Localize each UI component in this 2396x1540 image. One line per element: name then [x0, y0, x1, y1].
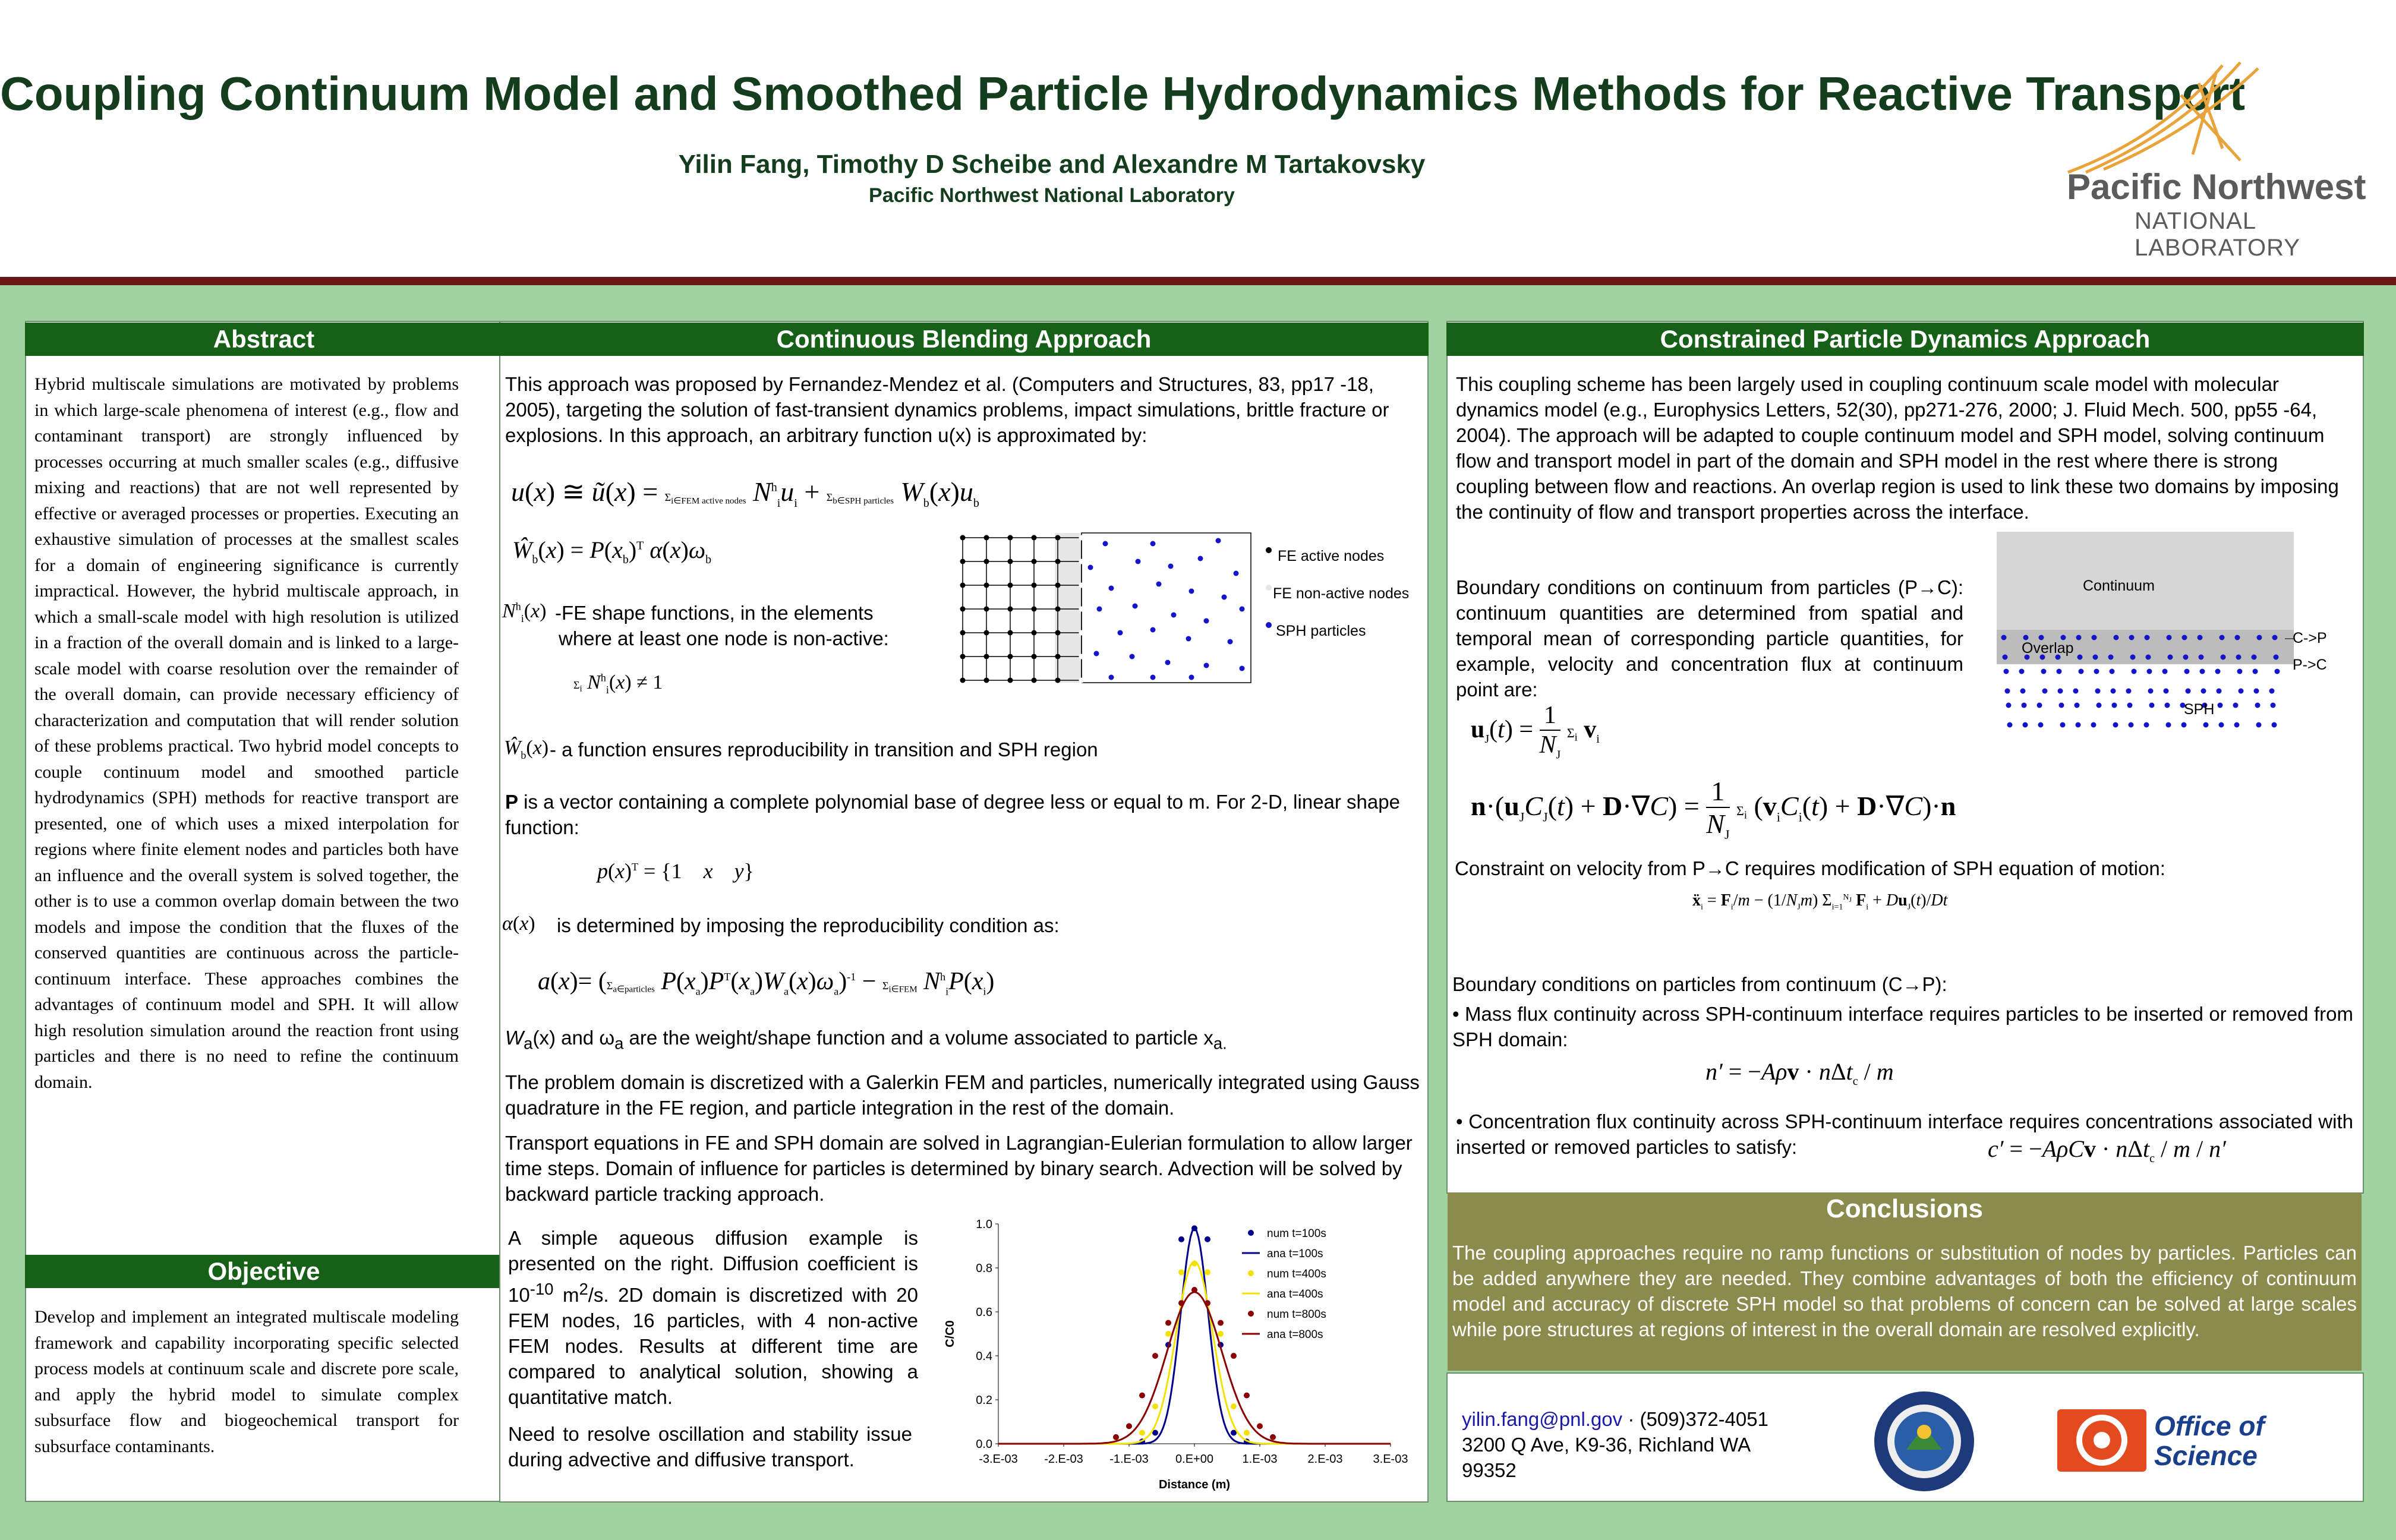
- objective-text: Develop and implement an integrated multiscale modeling framework and capability incorporating specific selected process models at continuum scale and discrete pore scale, and apply the hybrid model to simulate complex subsurface flow and biogeochemical transport for subsurface contaminants.: [34, 1307, 459, 1456]
- fe-node: [960, 583, 965, 588]
- concentration-flux-text: • Concentration flux continuity across SPH-continuum interface requires concentrations associated with inserted or removed particles to satisfy:: [1456, 1110, 2353, 1158]
- fe-node: [1032, 630, 1036, 635]
- data-point: [1218, 1320, 1224, 1326]
- sph-particle: [2060, 722, 2066, 728]
- sph-particle: [2057, 669, 2062, 674]
- diagram-cp-label: C->P: [2293, 630, 2327, 646]
- y-tick-label: 0.6: [976, 1306, 992, 1319]
- sph-particle: [2129, 722, 2134, 728]
- partition-sum: $\Sigma_i$ $N^h_i(x) \ne 1$: [573, 671, 663, 696]
- fe-node: [984, 630, 989, 635]
- sph-particle: [2038, 722, 2044, 728]
- poster-authors: Yilin Fang, Timothy D Scheibe and Alexandre M Tartakovsky: [678, 150, 1426, 179]
- sph-particle: [2073, 689, 2079, 694]
- sph-particle: [2182, 635, 2187, 640]
- sph-particle: [2075, 703, 2080, 708]
- sph-particle: [1118, 630, 1123, 636]
- sph-particle: [1097, 607, 1102, 612]
- sph-particle: [2274, 655, 2279, 660]
- sph-particle: [1150, 675, 1156, 680]
- fe-node: [1032, 559, 1036, 564]
- fe-node: [984, 583, 989, 588]
- sph-particle: [2186, 689, 2191, 694]
- sph-particle: [2127, 703, 2133, 708]
- fe-node: [1008, 678, 1013, 683]
- data-point: [1231, 1403, 1237, 1409]
- fe-node: [984, 535, 989, 540]
- sph-particle: [2164, 689, 2169, 694]
- legend-sph: SPH particles: [1276, 623, 1366, 639]
- data-point: [1231, 1353, 1237, 1359]
- sph-particle: [2148, 689, 2154, 694]
- sph-particle: [2198, 635, 2203, 640]
- data-point: [1152, 1353, 1158, 1359]
- sph-particle: [2275, 669, 2280, 674]
- sph-particle: [2023, 722, 2028, 728]
- sph-particle: [1094, 651, 1099, 657]
- fe-node: [1079, 607, 1084, 611]
- data-point: [1139, 1393, 1145, 1399]
- data-point: [1165, 1320, 1171, 1326]
- y-tick-label: 1.0: [976, 1218, 992, 1231]
- sph-particle: [1204, 663, 1209, 668]
- sph-particle: [2019, 669, 2025, 674]
- fem-text: The problem domain is discretized with a Galerkin FEM and particles, numerically integrated using Gauss quadrature in the FE region, and particle integration in the rest of the domain.: [505, 1071, 1420, 1119]
- sph-particle: [2094, 669, 2099, 674]
- doe-seal-icon: [1873, 1390, 1975, 1492]
- sph-particle: [2239, 689, 2244, 694]
- fe-node: [984, 678, 989, 683]
- sph-particle: [1150, 627, 1156, 633]
- flux-equation: $n\cdot(u_JC_J(t) + D\cdot\nabla C)$ = $\frac{1}{N_J}$ $\Sigma_i$ $(v_iC_i(t) + D\cdot\nabla C)\cdot n$: [1471, 776, 1956, 842]
- fe-node: [1032, 654, 1036, 659]
- series-line: [998, 1292, 1391, 1444]
- sph-particle: [2199, 655, 2204, 660]
- mass-flux-equation: n′ = −Aρv · nΔt$_c$ / m: [1705, 1058, 1894, 1088]
- fe-node: [984, 559, 989, 564]
- sph-particle: [2237, 669, 2243, 674]
- sph-particle: [1240, 607, 1245, 612]
- sph-particle: [2256, 722, 2262, 728]
- data-point: [1113, 1434, 1119, 1440]
- sph-particle: [2004, 669, 2009, 674]
- fe-node: [1008, 559, 1013, 564]
- legend-dot-fe-active: [1266, 547, 1272, 553]
- sph-particle: [1204, 618, 1209, 624]
- sph-particle: [2077, 655, 2083, 660]
- contact-phone: · (509)372-4051: [1622, 1408, 1768, 1430]
- w-symbol: $Ŵ_b(x)$: [504, 737, 549, 761]
- transport-text: Transport equations in FE and SPH domain are solved in Lagrangian-Eulerian formulation to allow larger time steps. Domain of influence for particles is determined by binary search. Advection will be solved by backward particle tracking approach.: [505, 1132, 1413, 1205]
- y-tick-label: 0.8: [976, 1262, 992, 1275]
- fe-node: [1079, 654, 1084, 659]
- fe-node: [1055, 583, 1060, 588]
- sph-particle: [2126, 689, 2132, 694]
- alpha-symbol: α(x): [502, 913, 535, 935]
- sph-particle: [2058, 689, 2063, 694]
- sph-particle: [2165, 703, 2170, 708]
- diagram-continuum-label: Continuum: [2083, 578, 2155, 594]
- bc-continuum-text: Boundary conditions on continuum from particles (P→C): continuum quantities are determined from spatial and temporal mean of corresponding particle quantities, for example, velocity and concentration flux at continuum point are:: [1456, 576, 1963, 700]
- y-tick-label: 0.2: [976, 1394, 992, 1407]
- sph-particle: [1222, 595, 1227, 600]
- sph-particle: [2003, 655, 2008, 660]
- x-tick-label: 2.E-03: [1307, 1453, 1343, 1466]
- sph-particle: [2257, 635, 2262, 640]
- abstract-heading: Abstract: [25, 323, 503, 356]
- poster-title: Coupling Continuum Model and Smoothed Particle Hydrodynamics Methods for Reactive Transport: [0, 67, 2246, 120]
- legend-label: num t=400s: [1267, 1268, 1326, 1280]
- data-point: [1205, 1236, 1210, 1242]
- sph-particle: [2096, 703, 2102, 708]
- sph-region: [1082, 533, 1251, 683]
- sph-particle: [2020, 689, 2026, 694]
- linear-basis-equation: $p(x)^T = \{1$ x y}: [597, 859, 754, 883]
- sph-particle: [2221, 655, 2226, 660]
- example-text: A simple aqueous diffusion example is presented on the right. Diffusion coefficient is $10^{-10}$ $m^2/s$. 2D domain is discretized with 20 FEM nodes, 16 particles, with 4 non-active FEM nodes. Results at different time are compared to analytical solution, showing a quantitative match.: [508, 1227, 918, 1408]
- sph-particle: [1189, 589, 1194, 594]
- sph-particle: [2022, 703, 2027, 708]
- sph-particle: [2144, 722, 2149, 728]
- fe-node: [984, 607, 989, 611]
- fe-node: [1032, 607, 1036, 611]
- sph-particle: [1088, 565, 1093, 570]
- fe-node: [1008, 630, 1013, 635]
- y-tick-label: 0.0: [976, 1438, 992, 1451]
- diagram-pc-label: P->C: [2293, 657, 2327, 673]
- contact-line: [1462, 1406, 1878, 1432]
- sph-particle: [2181, 722, 2187, 728]
- data-point: [1178, 1236, 1184, 1242]
- data-point: [1244, 1430, 1250, 1436]
- constrained-intro: This coupling scheme has been largely used in coupling continuum scale model with molecular dynamics model (e.g., Europhysics Letters, 52(30), pp271-276, 2000; J. Fluid Mech. 500, pp55 -64, 2004). The approach will be adapted to couple continuum model and SPH model, solving continuum flow and transport model in part of the domain and SPH model in the rest where there is strong coupling between flow and reactions. An overlap region is used to link these two domains by imposing the continuity of flow and transport properties across the interface.: [1456, 373, 2339, 523]
- sph-particle: [2113, 722, 2118, 728]
- diffusion-chart: [927, 1212, 1420, 1503]
- legend-label: ana t=400s: [1267, 1288, 1323, 1301]
- shape-symbol: $N^h_i(x)$: [502, 600, 547, 624]
- legend-label: ana t=100s: [1267, 1248, 1323, 1260]
- fe-node: [1008, 535, 1013, 540]
- sph-particle: [2271, 703, 2276, 708]
- concentration-equation: c′ = −AρCv · nΔt$_c$ / m / n′: [1988, 1135, 2226, 1165]
- data-point: [1244, 1393, 1250, 1399]
- sph-particle: [2042, 689, 2048, 694]
- sph-particle: [1109, 675, 1114, 680]
- fe-node: [1079, 535, 1084, 540]
- sph-particle: [2218, 703, 2223, 708]
- x-tick-label: -2.E-03: [1044, 1453, 1083, 1466]
- fe-node: [1055, 630, 1060, 635]
- sph-particle: [2145, 635, 2150, 640]
- sph-particle: [2114, 635, 2119, 640]
- x-tick-label: -3.E-03: [979, 1453, 1018, 1466]
- fe-node: [1055, 559, 1060, 564]
- sph-particle: [1198, 556, 1203, 561]
- sph-particle: [2132, 669, 2137, 674]
- sph-particle: [2217, 689, 2222, 694]
- sph-particle: [2236, 655, 2241, 660]
- sph-particle: [2095, 689, 2101, 694]
- sph-particle: [2006, 703, 2012, 708]
- fe-node: [1008, 583, 1013, 588]
- sph-particle: [2059, 703, 2064, 708]
- sph-particle: [2219, 722, 2224, 728]
- legend-fe-active: FE active nodes: [1278, 548, 1385, 564]
- p-vector-text: P is a vector containing a complete polynomial base of degree less or equal to m. For 2-D, linear shape function:: [505, 791, 1400, 838]
- data-point: [1218, 1331, 1224, 1337]
- header-divider: [0, 277, 2396, 285]
- legend-label: num t=800s: [1267, 1308, 1326, 1321]
- sph-particle: [2183, 655, 2189, 660]
- x-tick-label: 1.E-03: [1242, 1453, 1278, 1466]
- sph-particle: [2007, 722, 2013, 728]
- data-point: [1178, 1269, 1184, 1275]
- sph-particle: [2146, 655, 2151, 660]
- sph-particle: [2108, 655, 2114, 660]
- shape-text-2: where at least one node is non-active:: [559, 627, 889, 649]
- sph-particle: [2184, 669, 2190, 674]
- sph-particle: [2162, 669, 2168, 674]
- sph-particle: [1130, 654, 1135, 659]
- fe-node: [1008, 654, 1013, 659]
- legend-label: ana t=800s: [1267, 1328, 1323, 1341]
- x-tick-label: -1.E-03: [1109, 1453, 1149, 1466]
- sph-particle: [2091, 722, 2096, 728]
- fe-node: [1079, 559, 1084, 564]
- sph-particle: [1189, 675, 1194, 680]
- sph-particle: [2272, 635, 2278, 640]
- sph-particle: [2215, 669, 2221, 674]
- x-axis-label: Distance (m): [1158, 1478, 1231, 1491]
- fe-node: [1055, 607, 1060, 611]
- shape-text-1: -FE shape functions, in the elements: [555, 602, 874, 624]
- sph-particle: [2201, 689, 2206, 694]
- sph-particle: [2147, 669, 2152, 674]
- sph-particle: [2093, 655, 2098, 660]
- abstract-text: Hybrid multiscale simulations are motivated by problems in which large-scale phenomena of interest (e.g., flow and contaminant transport) are strongly influenced by processes occurring at much smaller scales (e.g., diffusive mixing and reactions) that are not well represented by effective or averaged processes or properties. Executing an exhaustive simulation of processes at the smallest scales for a domain of engineering significance is currently impractical. However, the hybrid multiscale approach, in which a small-scale model with high resolution is utilized in a fraction of the overall domain and is linked to a large-scale model with coarse resolution over the remainder of the overall domain, can provide necessary efficiency of characterization and computation that will render solution of these problems practical. Two hybrid model concepts to couple continuum model and smoothed particle hydrodynamics (SPH) methods for reactive transport are presented, one of which uses a mixed interpolation for regions where finite element nodes and particles both have an influence and the overall system is solved together, the other is to use a common overlap domain between the two models and impose the condition that the fluxes of the conserved quantities are continuous across the particle-continuum interface. These approaches combines the advantages of continuum model and SPH. It will allow high resolution simulation around the reaction front using particles and there is no need to refine the continuum domain.: [34, 374, 459, 1092]
- sph-particle: [2200, 669, 2205, 674]
- conclusions-heading: Conclusions: [1826, 1194, 1984, 1223]
- office-of-science-line2: Science: [2154, 1440, 2258, 1471]
- x-tick-label: 0.E+00: [1175, 1453, 1213, 1466]
- approximation-equation: u(x) ≅ ũ(x) = $\Sigma_{i\in FEM active nodes}$ $N^h_iu_i + \Sigma_{b\in SPH particles}$ $W_b(x)u_b$: [511, 476, 979, 510]
- mass-flux-text: • Mass flux continuity across SPH-continuum interface requires particles to be inserted or removed from SPH domain:: [1452, 1003, 2353, 1050]
- constraint-text: Constraint on velocity from P→C requires modification of SPH equation of motion:: [1455, 857, 2165, 879]
- logo-text-line2: NATIONAL LABORATORY: [2135, 208, 2300, 261]
- sph-particle: [2166, 722, 2171, 728]
- data-point: [1152, 1403, 1158, 1409]
- sph-particle: [2234, 722, 2240, 728]
- sph-particle: [2037, 703, 2042, 708]
- data-point: [1139, 1430, 1145, 1436]
- constrained-heading: Constrained Particle Dynamics Approach: [1446, 323, 2364, 356]
- legend-marker: [1248, 1270, 1254, 1276]
- sph-particle: [2111, 689, 2116, 694]
- legend-dot-sph: [1266, 622, 1272, 628]
- sph-particle: [2041, 669, 2047, 674]
- sph-particle: [2112, 703, 2117, 708]
- sph-particle: [2220, 635, 2225, 640]
- sph-particle: [2255, 703, 2261, 708]
- contact-email-link[interactable]: yilin.fang@pnl.gov: [1462, 1408, 1623, 1430]
- sph-particle: [2203, 722, 2209, 728]
- velocity-mean-equation: $u_J(t)$ = $\frac{1}{N_J}$ $\Sigma_i$ $v_i$: [1471, 702, 1600, 762]
- fe-node: [960, 630, 965, 635]
- sph-particle: [2253, 669, 2258, 674]
- blending-heading: Continuous Blending Approach: [499, 323, 1429, 356]
- sph-particle: [2233, 703, 2239, 708]
- sph-particle: [2079, 669, 2084, 674]
- fe-node: [1079, 678, 1084, 683]
- legend-label: num t=100s: [1267, 1227, 1326, 1240]
- y-axis-label: C/C0: [944, 1320, 957, 1348]
- fe-node: [960, 654, 965, 659]
- fe-node: [1032, 678, 1036, 683]
- sph-particle: [2235, 635, 2240, 640]
- legend-dot-fe-nonactive: [1266, 585, 1272, 591]
- fe-node: [1032, 535, 1036, 540]
- legend-marker: [1248, 1230, 1254, 1236]
- blending-intro: This approach was proposed by Fernandez-Mendez et al. (Computers and Structures, 83, pp17 -18, 2005), targeting the solution of fast-transient dynamics problems, impact simulations, brittle fracture or explosions. In this approach, an arbitrary function u(x) is approximated by:: [505, 373, 1389, 446]
- sph-particle: [1109, 586, 1114, 591]
- sph-particle: [2149, 703, 2155, 708]
- sph-particle: [1150, 541, 1156, 547]
- sph-particle: [2252, 655, 2257, 660]
- x-tick-label: 3.E-03: [1373, 1453, 1408, 1466]
- sph-particle: [2110, 669, 2115, 674]
- data-point: [1205, 1269, 1210, 1275]
- sph-particle: [1133, 604, 1138, 609]
- fe-node: [1032, 583, 1036, 588]
- sph-particle: [2254, 689, 2259, 694]
- sph-particle: [2129, 635, 2135, 640]
- poster-header: [0, 0, 2396, 279]
- sph-particle: [2076, 722, 2081, 728]
- sph-particle: [2167, 635, 2172, 640]
- data-point: [1257, 1423, 1263, 1429]
- sph-particle: [1165, 660, 1171, 665]
- sph-particle: [2001, 635, 2007, 640]
- fe-node: [1079, 583, 1084, 588]
- sph-particle: [2076, 635, 2082, 640]
- fe-node: [1055, 654, 1060, 659]
- sph-particle: [2092, 635, 2097, 640]
- sph-particle: [1156, 582, 1162, 587]
- sph-particle: [2269, 689, 2275, 694]
- contact-address: 3200 Q Ave, K9-36, Richland WA 99352: [1462, 1434, 1750, 1481]
- alpha-text: is determined by imposing the reproducibility condition as:: [557, 914, 1060, 936]
- bc-particles-text: Boundary conditions on particles from continuum (C→P):: [1452, 973, 1947, 995]
- sph-particle: [2168, 655, 2173, 660]
- sph-particle: [1103, 541, 1108, 547]
- sph-particle: [1171, 613, 1177, 618]
- need-text: Need to resolve oscillation and stability issue during advective and diffusive transport.: [508, 1423, 912, 1470]
- fe-node: [960, 535, 965, 540]
- weight-equation: $Ŵ_b(x) = P(x_b)^T$ $\alpha(x)\omega_b$: [512, 537, 712, 566]
- motion-equation: ẍ$_i$ = $F_i/m - (1/N_Jm)$ $\Sigma_{i=1}^{N_J}$ $F_i + Du_J(t)/Dt$: [1692, 891, 1948, 912]
- fe-node: [1079, 630, 1084, 635]
- sph-particle: [1228, 639, 1233, 645]
- sph-particle: [2005, 689, 2010, 694]
- reproducibility-equation: $a(x)= (\Sigma_{a\in particles}$ $P(x_a)P^T(x_a)W_a(x)\omega_a)^{-1} - \Sigma_{i\in FEM}$ $N^h_iP(x_i)$: [538, 968, 995, 998]
- fe-node: [960, 607, 965, 611]
- diagram-overlap-label: Overlap: [2022, 640, 2074, 657]
- data-point: [1126, 1423, 1132, 1429]
- sph-particle: [1234, 571, 1239, 576]
- office-of-science-icon: [2057, 1409, 2152, 1475]
- sph-particle: [1216, 538, 1221, 544]
- conclusions-text: The coupling approaches require no ramp functions or substitution of nodes by particles. Particles can be added anywhere they are needed. They combine advantages of both the efficiency of continuum model and accuracy of discrete SPH model so that problems of concern can be solved at large scales while pore structures at regions of interest in the overall domain are resolved explicitly.: [1452, 1242, 2357, 1340]
- fe-node: [1055, 535, 1060, 540]
- sph-particle: [1136, 559, 1141, 564]
- sph-particle: [2272, 722, 2277, 728]
- sph-particle: [2130, 655, 2136, 660]
- poster-affiliation: Pacific Northwest National Laboratory: [869, 184, 1235, 207]
- y-tick-label: 0.4: [976, 1350, 992, 1363]
- w-text: - a function ensures reproducibility in transition and SPH region: [550, 739, 1098, 760]
- logo-text-line1: Pacific Northwest: [2067, 167, 2366, 207]
- office-of-science-line1: Office of: [2154, 1410, 2265, 1441]
- fe-node: [960, 559, 965, 564]
- data-point: [1165, 1331, 1171, 1337]
- diagram-sph-label: SPH: [2184, 701, 2215, 718]
- sph-particle: [1186, 636, 1191, 642]
- legend-marker: [1248, 1311, 1254, 1317]
- sph-particle: [1240, 666, 1245, 671]
- sph-particle: [1168, 564, 1174, 569]
- fe-node: [1055, 678, 1060, 683]
- objective-heading: Objective: [25, 1255, 503, 1288]
- legend-fe-nonactive: FE non-active nodes: [1273, 585, 1410, 602]
- fe-node: [960, 678, 965, 683]
- fe-node: [984, 654, 989, 659]
- data-point: [1270, 1434, 1276, 1440]
- fe-node: [1008, 607, 1013, 611]
- wa-text: $W_a(x)$ and $\omega_a$ are the weight/shape function and a volume associated to particle $x_{a.}$: [505, 1027, 1227, 1053]
